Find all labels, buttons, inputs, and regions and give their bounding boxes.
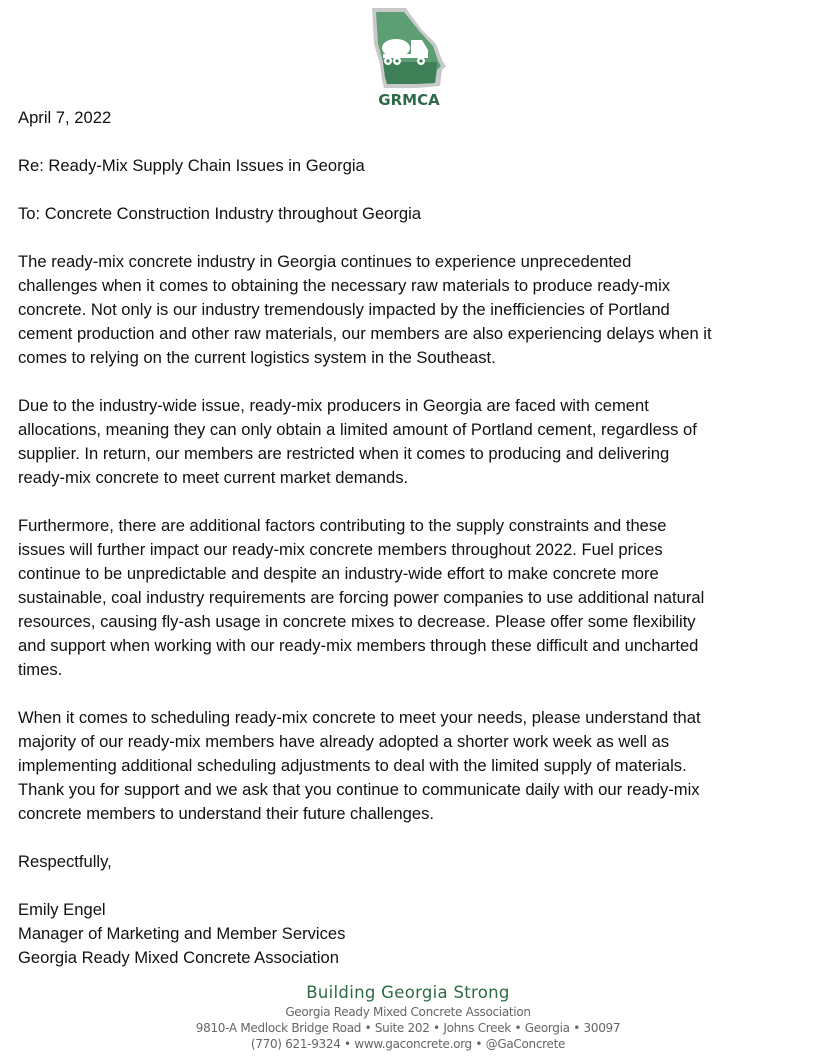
footer-tagline: Building Georgia Strong	[306, 983, 510, 1002]
letter-date: April 7, 2022	[18, 108, 112, 127]
paragraph-line: concrete members to understand their future challenges.	[18, 804, 434, 823]
letter-subject: Re: Ready-Mix Supply Chain Issues in Georgia	[18, 156, 365, 175]
paragraph-line: supplier. In return, our members are restricted when it comes to producing and delivering	[18, 444, 670, 463]
paragraph-line: When it comes to scheduling ready-mix concrete to meet your needs, please understand that	[18, 708, 701, 727]
paragraph-line: sustainable, coal industry requirements are forcing power companies to use additional natural	[18, 588, 705, 607]
paragraph-line: and support when working with our ready-mix members through these difficult and uncharted	[18, 636, 699, 655]
paragraph-line: continue to be unpredictable and despite an industry-wide effort to make concrete more	[18, 564, 659, 583]
paragraph-line: implementing additional scheduling adjustments to deal with the limited supply of materials.	[18, 756, 687, 775]
paragraph-line: challenges when it comes to obtaining the necessary raw materials to produce ready-mix	[18, 276, 671, 295]
letter-recipient: To: Concrete Construction Industry throughout Georgia	[18, 204, 422, 223]
body-paragraph	[18, 250, 808, 370]
paragraph-line: concrete. Not only is our industry tremendously impacted by the inefficiencies of Portland	[18, 300, 670, 319]
paragraph-line: allocations, meaning they can only obtain a limited amount of Portland cement, regardless of	[18, 420, 697, 439]
paragraph-line: Due to the industry-wide issue, ready-mix producers in Georgia are faced with cement	[18, 396, 649, 415]
paragraph-line: ready-mix concrete to meet current market demands.	[18, 468, 409, 487]
paragraph-line: majority of our ready-mix members have already adopted a shorter work week as well as	[18, 732, 670, 751]
letterhead-footer	[0, 982, 816, 1052]
logo-text: GRMCA	[378, 91, 440, 108]
paragraph-line: Furthermore, there are additional factors contributing to the supply constraints and these	[18, 516, 667, 535]
footer-address: 9810-A Medlock Bridge Road • Suite 202 • Johns Creek • Georgia • 30097	[195, 1021, 621, 1035]
paragraph-line: comes to relying on the current logistics system in the Southeast.	[18, 348, 496, 367]
paragraph-line: resources, causing fly-ash usage in concrete mixes to decrease. Please offer some flexibility	[18, 612, 696, 631]
letter-closing: Respectfully,	[18, 852, 112, 871]
body-paragraph	[18, 394, 808, 490]
body-paragraph	[18, 514, 808, 682]
paragraph-line: The ready-mix concrete industry in Georgia continues to experience unprecedented	[18, 252, 632, 271]
footer-org: Georgia Ready Mixed Concrete Association	[285, 1005, 531, 1019]
signature-org: Georgia Ready Mixed Concrete Association	[18, 948, 339, 967]
body-paragraph	[18, 706, 808, 826]
signature-block	[18, 898, 808, 970]
grmca-logo	[366, 4, 452, 108]
letter-body	[18, 106, 808, 994]
paragraph-line: Thank you for support and we ask that you continue to communicate daily with our ready-mix	[18, 780, 700, 799]
paragraph-line: times.	[18, 660, 63, 679]
paragraph-line: issues will further impact our ready-mix concrete members throughout 2022. Fuel prices	[18, 540, 663, 559]
paragraph-line: cement production and other raw materials, our members are also experiencing delays when it	[18, 324, 712, 343]
footer-contact: (770) 621-9324 • www.gaconcrete.org • @GaConcrete	[250, 1037, 566, 1051]
signature-name: Emily Engel	[18, 900, 106, 919]
signature-title: Manager of Marketing and Member Services	[18, 924, 346, 943]
